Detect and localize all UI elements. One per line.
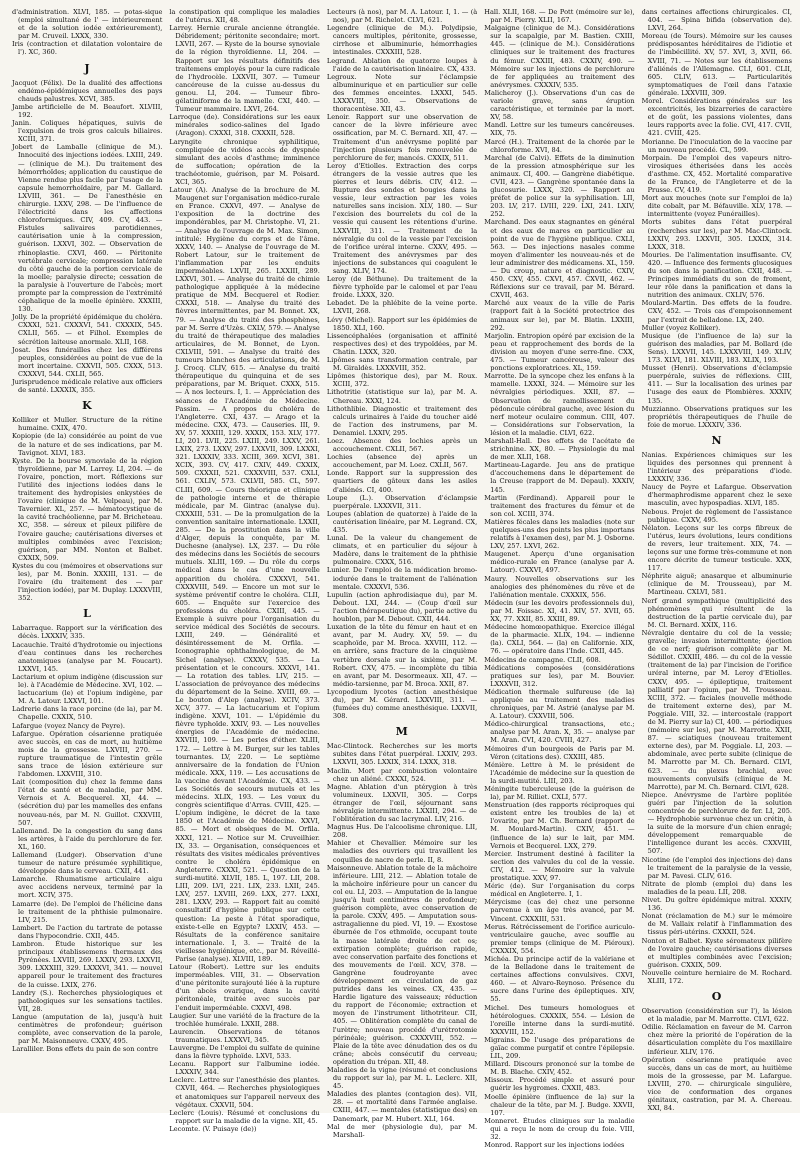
index-entry: Méric (de). Sur l'organisation du corps médical en Angleterre. I, 1. [484,882,635,899]
index-entry: Lactarium et opium indigène (discussion sur le). à l'Académie de Médecine. XVI, 102. — lactucarium (le) et l'opium indigène, par M. A. Latour. LXXVI, 101. [12,672,163,706]
index-entry: Musset (Henri). Observations d'éclampsie puerpérale, suivies de réflexions. CIII, 411. — Sur la localisation des urines par l'usage des eaux de Plombières. XXXIV, 135. [641,364,793,405]
index-entry: Maladies de la vigne (résumé et conclusions du rapport sur la), par M. L. Leclerc. XII, 45. [326,1066,478,1091]
index-entry: Kolliker et Muller. Structure de la rétine humaine. CXIX, 470. [12,416,163,433]
index-entry: Nerf grand sympathique (multiplicité des phénomènes qui résultent de la destruction de la partie cervicale du), par M. Cl. Bernard. XXIX, 116. [641,596,793,629]
index-column-3 [326,8,478,1139]
index-entry: Martineau-Lagarde. Jeu ans de pratique d'accouchemens dans le département de la Creuse (rapport de M. Depaul). XXXIV, 145. [484,461,635,494]
index-entry: Lallemand (Ludger). Observation d'une tumeur de nature présumée syphilitique, développée dans le cerveau. CXII, 441. [12,851,163,876]
index-entry: Mal de mer (physiologie du), par M. Marshall- [326,1122,478,1139]
index-entry: Lecanu. Rapport sur l'albumine iodée. LXXXIV, 344. [169,1060,320,1077]
section-letter: N [711,433,723,447]
index-entry: Michéa. Du principe actif de la valériane et de la Belladone dans le traitement de certaines affections convulsives. CXVI, 460. — et Alvaro-Reynoso. Présence du sucre dans l'urine des épileptiques. XIV, 55. [484,954,635,1004]
index-entry: Nivet. Du goître épidémique mitral. XXXIV, 136. [641,896,793,913]
index-column-5 [641,8,793,1113]
index-entry: Magnus Hus. De l'alcoolisme chronique. LII, 208. [326,823,478,840]
index-entry: Nanias. Expériences chimiques sur les liquides des personnes qui prennent à l'intérieur des préparations d'iode. LXXXIV, 336. [641,450,793,484]
index-entry: Jacquot (Félix). De la dualité des affections endémo-épidémiques annuelles des pays chauds palustres. XCVI, 385. [12,78,163,103]
index-entry: Odilie. Réclamation en faveur de M. Carron chez mère la priorité de l'opération de la désarticulation complète du l'os maxillaire inférieur. XLIV, 176. [641,1023,793,1056]
index-entry: Jurisprudence médicale relative aux officiers de santé. LXXXIX, 355. [12,378,163,395]
index-entry: Mercier. Instrument destiné à faciliter la section des valvules du col de la vessie. CIV, 412. — Mémoire sur la valvule prostatique. XXV, 97. [484,849,635,883]
index-entry: Lipômes (historique des), par M. Roux. XCIII, 372. [326,372,478,389]
index-entry: Lafargue (voyez Nancy de Peyre). [12,721,125,730]
index-entry: Monrod. Rapport sur les injections iodées [484,1141,625,1149]
index-entry: Luxation de la tête du fémur en haut et en avant, par M. Audry. XV, 59. — du scaphoïde, par M. Broca. XXVIII, 112. — en arrière, sans fracture de la cinquième vertèbre dorsale sur la sixième, par M. Robert. CXV, 475. — incomplète du tibia en avant, par M. Desormeaux. XII, 47. — médio-tarsienne, par M. Broca. XXII, 87. [326,623,478,688]
index-entry: Langue (amputation de la), jusqu'à huit centimètres de profondeur; guérison complète, avec conservation de la parole, par M. Maisonneuve. CXXV, 495. [12,1012,163,1046]
index-entry: Loupe (L.). Observation d'éclampsie puerpérale. LXXXVII, 311. [326,493,478,510]
index-entry: Marcé (H.). Traitement de la chorée par le chloroforme. XVI, 84. [484,137,635,154]
index-entry: Maury. Nouvelles observations sur les analogies des phénomènes du rêve et de l'aliénation mentale. CXXXIX, 556. [484,574,635,599]
index-entry: Lait (composition du) chez la femme dans l'état de santé et de maladie, par MM. Vernois et A. Becquerel. XI, 44. — (sécrétion du) par les mamelles des enfans nouveau-nés, par M. N. Guillot. CXXVIII, 507. [12,778,163,827]
index-entry: Mac-Clintock. Recherches sur les morts subites dans l'état puerpéral. LXXIV, 293. LXXVII, 305. LXXIX, 314. LXXX, 318. [326,742,478,767]
index-entry: Opération césarienne pratiquée avec succès, dans un cas de mort, au huitième mois de la grossesse, par M. Lafargue. LXVIII, 270. — chirurgicale singulière, vice de conformation des organes génitaux, castration, par M. A. Chereau. XXI, 84. [641,1055,793,1113]
index-column-2 [169,8,320,1133]
index-entry: Néphrite aiguë; anasarque et albuminurie (clinique de M. Trousseau), par M. Martineau. CXLVI, 581. [641,572,793,597]
index-entry: Laryngite chronique syphilitique, compliquée de vidéos accès de dyspnée simulant des accès d'asthme; imminence de suffocation; opération de la trachéotomie, guérison, par M. Poisard. XCI, 365. [169,137,320,186]
index-column-1 [12,8,162,1104]
index-entry: Mémoires d'un bourgeois de Paris par M. Véron (citations des). CXXIII, 485. [484,744,635,761]
index-entry: Laugier. Sur une variété de la fracture de la trochlée humérale. LXXII, 288. [169,1011,320,1028]
index-entry: Lochies (absence de) après un accouchement, par M. Loez. CXLII, 567. [326,453,478,470]
index-entry: Latour (Robert). Lettre sur les enduits imperméables. VIII, 31. — Observation d'une péritonite surajouté liée à la rupture d'un abcès ovarique, dans la cavité péritonéale, traitée avec succès par l'enduit imperméable. CXXVI, 498. [169,963,320,1012]
index-entry: Lycopodium lycotes (action anesthésique du), par M. Gérard. LXXVIII, 311. — (fumées du) comme anesthésique. LXXVII, 308. [326,687,478,721]
index-entry: Morpain. De l'emploi des vapeurs nitro-virosiques étherisées dans les accès d'asthme. CX, 452. Mortalité comparative de la France, de l'Angleterre et de la Prusse. CV, 419. [641,153,793,195]
index-entry: Lebadet. De la phlébite de la veine porte. LXVII, 268. [326,299,478,316]
section-letter: O [711,990,722,1004]
index-entry: Jolly. De la propriété épidémique du choléra. CXXXI, 521. CXXXVI, 541. CXXXIX, 545. CXLII, 565. — et Filhol. Exemples de sécrétion laiteuse anormale. XLII, 168. [12,313,163,346]
index-entry: Lissencéphalées (organisation et affinité respectives des) et des trypoïdées, par M. Chatin. LXXX, 320. [326,331,478,356]
index-columns [12,8,793,1149]
index-entry: d'administration. XLVI, 185. — potas-sique (emploi simultané de l' — intérieurement et de la solution iodée extérieurement), par M. Cruveil. LXXX, 330. [12,8,163,41]
index-entry: Mahier et Chevallier. Mémoire sur les maladies des ouvriers qui travaillent les coquilles de nacre de perle. II, 8. [326,839,478,864]
index-entry: Médication thermale sulfureuse (de la) appliquée au traitement des maladies chroniques, par M. Astrié (analyse par M. A. Latour). CXXVIII, 506. [484,687,635,721]
index-entry: Hall. XLII, 168. — De Pott (mémoire sur le), par M. Pierry. XLII, 167. [484,8,635,25]
index-entry: Missoux. Procédé simple et assuré pour guérir les hygromes. CXXII, 483. [484,1076,635,1093]
index-entry: Médecine homœopathique. Exercice illégal de la pharmacie. XLIX, 194. — indienne (la). CXLI, 564. — (la) en Californie. XIX, 76. — opératoire dans l'Inde. CXII, 445. [484,623,635,656]
index-entry: Muller (voyez Kolliker). [641,323,721,332]
index-entry: Marjolin. Entropion opéré par excision de la peau et rapprochement des bords de la division au moyen d'une serre-fine. CXX, 475. — Tumeur cancéreuse, valeur des ponctions exploratrices. XL, 159. [484,331,635,373]
index-entry: Martin (Ferdinand). Appareil pour le traitement des fractures du fémur et de son col. XCIII, 374. [484,493,635,518]
index-entry: Marchand. Des eaux stagnantes en général et des eaux de mares en particulier au point de vue de l'hygiène publique. CXLI, 563. — Des injections nasales comme moyen d'alimenter les nouveau-nés et de leur administrer des médicamens. XL, 159. — Du croup, nature et diagnostic. CXIV, 450. CXV, 455. CXVI, 457. CXVII, 462. — Réflexions sur ce travail, par M. Bérard. CXVII, 463. [484,218,635,300]
index-entry: Malgaigne (clinique de M.). Considérations sur la scapalgie, par M. Bastien. CXIII, 445. — (clinique de M.). Considérations cliniques sur le traitement des fractures du fémur. CXXIII, 483. CXXIV, 490. — Mémoire sur les injections de perchlorure de fer appliquées au traitement des anévrysmes. CXXXIV, 535. [484,24,635,89]
index-entry: Magne. Ablation d'un ptérygion à très volumineux. LXXVII, 305. — Corps étranger de l'œil, séjournant sans névralgie intermittente. LXXIII, 294. — de l'oblitération du sac lacrymal. LIV, 216. [326,782,478,824]
index-entry: Leroy (de Béthune). Du traitement de la fièvre typhoïde par le calomel et par l'eau froide. LXXX, 320. [326,275,478,300]
index-entry: Latour (A). Analyse de la brochure de M. Maugenet sur l'organisation médico-rurale en France. CXXVI, 497. — Analyse de l'exposition de la doctrine des impondérables, par M. Christophe. VI, 21. — Analyse de l'ouvrage de M. Max. Simon, intitulé: Hygiène du corps et de l'âme. XXXV, 140. — Analyse de l'ouvrage de M. Robert Latour, sur le traitement de l'inflammation par les enduits imperméables. LXVII, 265. LXXIII, 289. LXXVI, 301. — Analyse du traité de chimie pathologique appliquée à la médecine pratique de MM. Becquerel et Rodier. CXXXI, 518. — Analyse du traité des fièvres intermittentes, par M. Bonnet. XX, 79. — Analyse du traité des phosphènes, par M. Serre d'Uzès. CXLV, 579. — Analyse du traité de thérapeutique des maladies articulaires, de M. Bonnet, de Lyon. CXLVIII, 591. — Analyse du traité des tumeurs blanches des articulations, de M. J. Crocq. CLIV, 615. — Analyse du traité thérapeutique du quinquina et de ses préparations, par M. Briquet. CXXX, 515. — A nos lecteurs. I, 1. — Appréciation des séances de l'Académie de Médecine. Passim. — A propos du choléra de l'Angleterre. CXI, 437. — Arago et la médecine. CXX, 473. — Causeries. III, 9. XV, 57. XXXIII, 129. XXXIX, 153. XLV, 177. LI, 201. LVII, 225. LXIII, 249. LXXV, 261. LXIX, 273. LXXV, 297. LXXVII, 309. LXXXI, 321. LXXXIV, 333. XCIII, 369. XCVI, 381. XCIX, 393. CV, 417. CXIV, 449. CXXIX, 509. CXXXII, 521. CXXXVIII, 537. CXLI, 561. CXLIV, 573. CXLVII, 585. CL, 597. CLIII, 609. — Cours théorique et clinique de pathologie interne et de thérapie médicale, par M. Gintrac (analyse du). CXXXIII, 531. — De la promulgation de la convention sanitaire internationale. LXXII, 285. — De la prostitution dans la ville d'Alger, depuis la conquête, par M. Duchesne (analyse). LX, 237. — Du rôle des médecins dans les Sociétés de secours mutuels. XLIII, 169. — Du rôle du corps médical dans le cas d'une nouvelle apparition du choléra. CXXXVI, 541. CXXXVIII, 549. — Encore un mot sur le système préventif contre le choléra. CLII, 605. — Enquête sur l'exercice des professions du choléra. CXIII, 445. — Exemple à suivre pour l'organisation du service médical des Sociétés de secours. LXIII, 249. — Généralité et désintéressement de M. Orfila. — Iconographie ophthalmologique, de M. Sichel (analyse). CXXXV, 535. — La présentation et le concours. XXXVI, 141. — La rotation des tables. LIV, 215. — L'association de prévoyance des médecins du département de la Seine. XVIII, 69. — Le bouton d'Alep (analyse). XCIV, 373. XCV, 377. — La lactucarium et l'opium indigène. XXVI, 101. — L'épidémie du fièvre typhoïde. XXIV, 93. — Les nouvelles énergies de l'Académie de médecine. XXVIII, 109. — Les perles d'éther. XLIII, 172. — Lettre à M. Burger, sur les tables tournantes. LV, 220. — Le septième anniversaire de la fondation de l'Union médicale. XXX, 119. — Les accusations de la vaccine devant l'Académie. CX, 433. — Les Sociétés de secours mutuels et les médecins. XLIX, 193. — Les vœux du congrès scientifique d'Arras. CVIII, 425. — L'opium indigène, le décret de la taxe 1850 et l'Académie de Médecine. XXVI, 85. — Mort et obsèques de M. Orfila. XXXI, 121. — Notice sur M. Cruveilhier. IX, 33. — Organisation, conséquences et résultats des visites médicales préventives contre le choléra épidémique en Angleterre. CXXXI, 521. — Question de la surdi-mutité. XLVII, 185. L, 197. LII, 208. LIII, 209. LVI, 221. LIX, 233. LXII, 245. LXV, 257. LXVIII, 269. LXX, 277. LXXI, 281. LXXV, 293. — Rapport fait au comité consultatif d'hygiène publique sur cette question: La peste à l'état sporadique, existe-t-elle en Egypte? LXXIV, 453. — Résultats de la conférence sanitaire internationale. I, 3. — Traité de la vieillesse hygiénique, etc., par M. Réveillé-Parise (analyse). XLVIII, 189. [169,186,320,963]
index-entry: Moulard-Martin. Des effets de la foudre. CXV, 452. — Trois cas d'empoisonnement par l'extrait de belladone. LX, 240. [641,299,793,324]
index-entry: Kyste. De la bourse synoviale de la région thyroïdienne, par M. Larrey. LI, 204. — de l'ovaire, ponction, mort. Réflexions sur l'utilité des injections iodées dans le traitement des hydropisies enkystées de l'ovaire (clinique de M. Velpeau), par M. Tavernier. XL, 257. — hématocystique de la cavité trachéolienne, par M. Bricheteau. XC, 358. — séreux et pileux pilifère de l'ovaire gauche; cautérisations diverses et multiples combinées avec l'excision; guérison, par MM. Nonton et Balbet. CXXIX, 509. [12,456,163,562]
index-entry: Lecomte. (V. Puisaye (de)) [169,1124,257,1133]
index-entry: Jambe artificielle de M. Beaufort. XLVIII, 192. [12,102,163,119]
section-letter: L [83,607,92,621]
index-column-4 [484,8,635,1149]
index-entry: Nebous. Projet de règlement de l'assistance publique. CXXV, 495. [641,507,793,524]
index-entry: Lévy (Michel). Rapport sur les épidémies de 1850. XLI, 160. [326,315,478,332]
index-entry: Landry (S.). Recherches physiologiques et pathologiques sur les sensations tactiles. VII, 28. [12,988,163,1013]
index-entry: Lithothlibie. Diagnostic et traitement des calculs urinaires à l'aide du toucher aidé de l'action des instrumens, par M. Denamiel. LXXIV, 295. [326,404,478,437]
index-entry: Josat. Des funérailles chez les différens peuples, considérées au point de vue de la mort incertaine. CXXVII, 505. CXXX, 513. CXXXVI, 544. CXLII, 565. [12,345,163,378]
index-entry: Londe. Rapport sur la suppression des quartiers de gâteux dans les asiles d'aliénés. CI, 400. [326,469,478,494]
index-entry: Morts subites dans l'état puerpéral (recherches sur les), par M. Mac-Clintock. LXXIV, 293. LXXVII, 305. LXXIX, 314. LXXX, 318. [641,218,793,251]
index-entry: Mouries. De l'alimentation insuffisante. CV, 420. — Influence des ferments glucosiques du son dans la panification. CXII, 448. — Principes immédiats du son de froment, leur rôle dans la panification et dans la nutrition des animaux. CXLIV, 576. [641,250,793,300]
index-entry: Médecins de campagne. CLII, 608. [484,655,601,664]
section-letter: M [395,725,409,739]
index-entry: Mort aux mouches (note sur l'emploi de la) dite cobalt, par M. Béfauville. XLV, 178. — intermittente (voyez Funérailles). [641,194,793,219]
index-entry: Janin. Coliques hépatiques, suivis de l'expulsion de trois gros calculs biliaires. XCIII, 371. [12,119,163,144]
index-entry: Nonton et Balbet. Kyste séromateux pilifère de l'ovaire gauche; cautérisations diverses et multiples combinées avec l'excision; guérison. CXXIX, 509. [641,936,793,969]
index-entry: Legroux. Note sur l'éclampsie albuminurique et en particulier sur celle des femmes enceintes. LXXXI, 545. LXXXVIII, 350. — Observations de thoracentèse. XII, 43. [326,72,478,114]
index-entry: Kystes du cou (mémoires et observations sur les), par M. Bonin. XXXIII, 131. — de l'ovaire (du traitement des — par l'injection iodée), par M. Duplay. LXXXVIII, 352. [12,561,163,603]
index-entry: Lithotritie (statistique sur la), par M. A. Chereau. XXXI, 124. [326,388,478,405]
index-entry: Leclerc (Louis). Résumé et conclusions du rapport sur la maladie de la vigne. XII, 45. [169,1108,320,1125]
index-entry: Migrains. De l'usage des préparations de gaïac comme purgatif et contre l'épilepsie. LIL, 209. [484,1035,635,1061]
index-entry: Laurencin. Observations de tétanos traumatiques. LXXXVI, 345. [169,1027,320,1044]
index-entry: Leroy d'Etiolles. Extraction des corps étrangers de la vessie autres que les pierres et leurs débris. CIV, 412. — Rupture des sondes et bougies dans la vessie, leur extraction par les voies naturelles sans incision. XLV, 180. — Sur l'excision des bourrelets du col de la vessie qui causent les rétentions d'urine. LXXVIII, 311. — Traitement de la névralgie du col de la vessie par l'excision de l'orifice uréral interne. CXXV, 495. — Traitement des anévrysmes par des injections de substances qui coagulent le sang. XLIV, 174. [326,161,478,275]
index-entry: Marché aux veaux de la ville de Paris (rapport fait à la Société protectrice des animaux sur le), par M. Blatin. LXXIII, 292. [484,299,635,332]
index-entry: Merus. Rétrécissement de l'orifice auriculo-ventriculaire gauche, avec souffle au premier temps (clinique de M. Piéroux). CXXXIX, 554. [484,922,635,955]
index-entry: Malicheroy (J.). Observations d'un cas de variole grave, sans éruption caractéristique, et terminée par la mort. XV, 58. [484,88,635,122]
index-entry: Musique (de l'influence de la) sur la guérison des maladies, par M. Bollard (de Sens). LXXVII, 145. LXXXVIII, 149. XLIV, 173. XLVI, 181. XLVIII, 183. XLIX, 193. [641,331,793,365]
index-entry: Marchal (de Calvi). Effets de la diminution de la pression atmosphérique sur les animaux. CI, 400. — Gangrène diabétique. CVII, 423. — Gangrène spontanée dans la glucosurie. LXXX, 320. — Rapport au préfet de police sur la syphilisation. LII, 203. LV, 217. LVIII, 229. LXI, 241. LXIV, 252. [484,153,635,219]
index-entry: Observation (considération sur l'), la lésion et la maladie, par M. Marrotte. CLVI, 622. [641,1007,793,1024]
index-entry: Leclerc. Lettre sur l'anesthésie des plantes. CXVII, 464. — Recherches physiologiques et anatomiques sur l'appareil nerveux des végétaux. CXXVII, 504. [169,1076,320,1109]
index-entry: Laralliler. Bons effets du pain de son contre [12,1045,159,1054]
index-entry: Médications composées (considérations pratiques sur les), par M. Bouvier. LXXXVII, 312. [484,663,635,688]
index-entry: Lunal. De la valeur du changement de climats, et en particulier du séjour à Madère, dans le traitement de la phthisie pulmonaire. CXXX, 516. [326,534,478,567]
index-entry: Nouvelle ceinture herniaire de M. Rochard. XLIII, 172. [641,968,793,985]
index-entry: Naucy de Peyre et Lafargue. Observation d'hermaphrodisme apparent chez le sexe masculin, avec hypospadias. XLVI, 185. [641,483,793,508]
index-entry: Labarraque. Rapport sur la vérification des décès. LXXXIV, 335. [12,624,163,641]
index-entry: Mandl. Lettre sur les tumeurs cancéreuses. XIX, 75. [484,121,635,138]
index-entry: Morel. Considérations générales sur les excentricités, les bizarreries de caractère et de goût, les passions violentes, dans leurs rapports avec la folie. CVI, 417. CVII, 421. CVIII, 425. [641,97,793,138]
index-entry: Lafargue. Opération césarienne pratiquée avec succès, en cas de mort, au huitième mois de la grossesse. LXVIII, 270. — rupture traumatique de l'intestin grêle sans trace de lésion extérieure sur l'abdomen. LXXVIII, 310. [12,729,163,779]
index-entry: Marshall-Hall. Des effets de l'acétate de strichnine. XX, 80. — Physiologie du mal de mer. XLII, 168. [484,436,635,462]
index-entry: Larroque (de). Considérations sur les eaux minérales sodico-salines del Igado (Aragon). CXXXI, 318. CXXXII, 528. [169,113,320,138]
index-entry: Nitrate de plomb (emploi du) dans les maladies de la peau. LII, 208. [641,879,793,896]
index-entry: Legrand. Ablation de quatorze loupes à l'aide de la cautérisation linéaire. CX, 433. [326,56,478,73]
index-entry: Moelle épinière (influence de la) sur la chaleur de la tête, par M. J. Budge. XXVII, 107. [484,1092,635,1117]
index-entry: dans certaines affections chirurgicales. CI, 404. — Spina bifida (observation de). LXVI, 264. [641,8,793,33]
index-entry: Nicotine (de l'emploi des injections de) dans le traitement de la paralysie de la vessie, par M. Pavesi. CLIV, 616. [641,855,793,880]
index-entry: Niepce. Anévrysme de l'artère poplitée guéri par l'injection de la solution concentrée de perchlorure de fer. LI, 205. — Hydrophobie survenue chez un crétin, à la suite de la morsure d'un chien enragé; développement remarquable de l'intelligence durant les accès. CXXVIII, 507. [641,790,793,856]
index-entry: Lunier. De l'emploi de la médication bromo-iodurée dans le traitement de l'aliénation mentale. CXXXVI, 536. [326,566,478,591]
index-entry: Iris (contraction et dilatation volontaire de l'). XC, 360. [12,40,163,57]
index-entry: Ladrerie dans la race porcine (de la), par M. Chapelle. CXXIX, 510. [12,705,163,722]
index-entry: Marrotte. De la syncope chez les enfans à la mamelle. LXXXI, 324. — Mémoire sur les névralgies périodiques. XXII, 87. — Observation de ramollissement du pédoncule cérébral gauche, avec lésion du nerf moteur oculaire commun. CIII, 407. — Considérations sur l'observation, la lésion et la maladie. CLVI, 622. [484,372,635,437]
index-entry: Lipômes sans transformation centrale, par M. Giraldès. LXXXVIII, 352. [326,356,478,373]
index-entry: Nélaton. Leçons sur les corps fibreux de l'utérus, leurs évolutions, leurs conditions de revers, leur traitement. XIX, 74. — leçons sur une forme très-commune et non encore décrite de tumeur testicule. XXX, 117. [641,523,793,573]
index-entry: Millard. Discours prononcé sur la tombe de M. B. Blache. CXIV, 452. [484,1060,635,1077]
index-entry: Loupes (ablation de quatorze) à l'aide de la cautérisation linéaire, par M. Legrand. CX, 435. [326,509,478,534]
index-entry: Lambron. Étude historique sur les principaux établissemens thermaux des Pyrénées. LXVIII, 269. LXXIV, 293. LXXVII, 309. LXXXIII, 329. LXXXVI, 341. — nouvel appareil pour le traitement des fractures de la cuisse. LXIX, 276. [12,940,163,989]
index-entry: Lambert. De l'action du tartrate de potasse dans l'hypocondrie. CXII, 445. [12,923,163,940]
index-entry: Maclin. Mort par combustion volontaire chez un aliéné. CXXXI, 524. [326,766,478,783]
index-entry: Maladies des plantes (contagion des). VII, 28. — et mortalité dans l'armée anglaise. CXIII, 447. — mentales (statistique des) en Danemark, par M. Hubert. XLI, 164. [326,1090,478,1123]
index-entry: Matières fécales dans les maladies (note sur quelques-uns des points les plus importans relatifs à l'examen des), par M. J. Osborne. LXV, 257. LXVI, 262. [484,517,635,551]
index-entry: Nonat (réclamation de M.) sur le mémoire de M. Vallaix relatif à l'inflammation des tissus péri-utérins. CXXXII, 524. [641,912,793,937]
index-entry: Kopiopie (de la) considérée au point de vue de la nature et de ses indications, par M. Tavignot. XLVI, 183. [12,432,163,457]
index-entry: Muzzianno. Observations pratiques sur les propriétés thérapeutiques de l'huile de foie de morue. LXXXIV, 336. [641,404,793,429]
index-entry: Morianne. De l'inoculation de la vaccine par un nouveau procédé. CL, 599. [641,137,793,154]
index-entry: Médico-chirurgical transactions, etc.; analyse par M. Aran. X, 35. — analyse par M. Aran. CVI, 420. CVIII, 427. [484,720,635,745]
index-entry: Lauvergne. De l'emploi du sulfate de quinine dans la fièvre typhoïde. LXVI, 533. [169,1044,320,1061]
index-entry: Méningite tuberculeuse (de la guérison de la), par M. Rilliet. CXLI, 577. [484,785,635,802]
index-entry: Menstruation (des rapports réciproques qui existent entre les troubles de la) et l'ovarite, par M. Ch. Bernard (rapport de M. Moulard-Martin). CXIV, 451. — (influence de la) sur le lait, par MM. Vernois et Becquerel. LXX, 279. [484,801,635,850]
index-entry: Jobert de Lamballe (clinique de M.). Innocuité des injections iodées. LXIII, 249. — (clinique de M.). Du traitement des hémorrhoïdes; application du caustique de Vienne rendue plus facile par l'usage de la capsule hemorrhoïdaire, par M. Gallard. LXVIII, 361. — De l'anesthésie en chirurgie. LXXV, 298. — De l'influence de l'électricité dans les affections chloroformiques. CIV, 409. CV, 443. — Fistules salivaires parotidiennes, cautérisation unie à la compression, guérison. LXXVI, 302. — Observation de rhinoplastie. CXVI, 460. — Péritonite vertébrale cervicale; compression latérale du côté gauche de la portion cervicale de la moelle; paralysie directe; cessation de la paralysie à l'ouverture de l'abcès; mort prompte par la compression de l'extrémité céphalique de la moelle épinière. XXXIII, 130. [12,143,163,314]
index-entry: Médecin (sur les devoirs professionnels du), par M. Foissac. XI, 41. XIV, 57. XVII, 65. XX, 77. XXII, 85. XXIII, 89. [484,598,635,624]
section-letter: K [82,399,93,413]
index-entry: Lacauchie. Traité d'hydrotomie ou injections d'eau continues dans les recherches anatomiques (analyse par M. Foucart). LXXVI, 145. [12,640,163,673]
index-entry: Maisonneuve. Ablation totale de la mâchoire inférieure. LIII, 212. — Ablation totale de la mâchoire inférieure pour un cancer du col eu. LI, 203. — Amputation de la langue jusqu'à huit centimètres de profondeur; guérison complète, avec conservation de la parole. CXXV, 495. — Amputation sous-astragalienne du pied. VI, 19. — Exostose éburnée de l'os ethmoïde, occupant toute la masse latérale droite de cet os; extirpation complète; guérison rapide, avec conservation parfaite des fonctions et des mouvements de l'œil. XCV, 378. — Gangrène foudroyante avec développement en circulation de gaz putrides dans les veines. CX, 435. — Hardie ligature des vaisseaux; réduction du rapport de l'économie; extraction et moyen de l'instrument lithotriteur. CII, 405. — Oblitération complète du canal de l'urètre; nouveau procédé d'urétrotomie périnéale; guérison. CXXXVIII, 552. — Plaie de la tête avec dénudation des os du crâne; abcès consécutif du cerveau; opération du trépan. XII, 48. [326,863,478,1066]
index-entry: Michel. Des tumeurs homologues et hétérologues. CXXXIX, 554. — Lésion de l'oreille interne dans la surdi-mutité. XXXVIII, 152. [484,1003,635,1036]
index-entry: Lamarche. Rhumatisme articulaire aigu avec accidens nerveux, terminé par la mort. XCIV, 375. [12,875,163,900]
index-entry: Ménière. Lettre à M. le président de l'Académie de médecine sur la question de la surdi-mutité. LIII, 203. [484,760,635,785]
index-entry: Lamarre (de). De l'emploi de l'hélicine dans le traitement de la phthisie pulmonaire. LIV, 215. [12,899,163,924]
index-entry: Mérycisme (cas de) chez une personne parvenue à un âge très avancé, par M. Vincent. CXXXIII, 531. [484,898,635,923]
index-entry: Larrey. Hernie crurale ancienne étranglée. Débridement; péritonite secondaire; mort. LXVII, 267. — Kyste de la bourse synoviale de la région thyroïdienne. LI, 204. — Rapport sur les résultats définitifs des traitemens employés pour la cure radicale de l'hydrocèle. LXXVII, 307. — Tumeur cancéreuse de la cuisse au-dessus du genou. LI, 204. — Tumeur fibro-gélatiniforme de la mamelle. CXI, 440. — Tumeur mammaire. LXVI, 264. [169,24,320,114]
index-entry: Lallemand. De la congestion du sang dans les artères, à l'aide du perchlorure de fer. XL, 160. [12,826,163,851]
index-entry: Monneret. Études cliniques sur la maladie qui a reçu le nom de croup du foie. VIII, 32. [484,1116,635,1142]
index-entry: Legendre (clinique de M.). Polydipsie, cancers multiples, péritonite, grossesse, cirrhose et albuminurie, hémorrhagies intestinales. CXXXIII, 528. [326,24,478,57]
index-entry: la constipation qui complique les maladies de l'utérus. XII, 48. [169,8,320,25]
index-entry: Maugenet. Aperçu d'une organisation médico-rurale en France (analyse par A. Latour). CXXVI, 497. [484,550,635,575]
index-entry: Lecteurs (à nos), par M. A. Latour. I, 1. — (à nos), par M. Richelot. CLVI, 621. [326,8,478,25]
index-entry: Loez. Absence des lochies après un accouchement. CXLII, 567. [326,436,478,454]
index-entry: Lenoir. Rapport sur une observation de cancer de la lèvre inférieure avec ossification, par M. C. Bernard. XII, 47. — Traitement d'un anévrysme poplité par l'injection plusieurs fois renouvelée de perchlorure de fer, mancés. CXXIX, 511. [326,113,478,162]
index-entry: Moreau (de Tours). Mémoire sur les causes prédisposantes héréditaires de l'idiotie et de l'imbécillité. XV, 57. XVI, 3, XVII, 66. XVIII, 71. — Notes sur les établissemens d'aliénés de l'Allemagne. CLI, 601. CLII, 605. CLIV, 613. — Particularités symptomatiques de l'œil dans l'ataxie générale. LXXVIII, 309. [641,32,793,97]
section-letter: J [84,61,91,75]
index-entry: Lupulin (action aphrodisiaque du), par M. Debout. LXI, 244. — (Coup d'œil sur l'action thérapeutique du), partie active du houblon, par M. Debout. CXII, 444. [326,590,478,624]
index-entry: Névralgie dentaire du col de la vessie; gravelle; invasion intermittente; éjection de ce nerf; guérison complète par M. Sédillot. CXXIII, 486. — du col de la vessie (traitement de la) par l'incision de l'orifice uréral interne, par M. Leroy d'Etiolles. CXXV, 495. — épileptique, traitement palliatif par l'opium, par M. Trousseau. XCIII, 372. — faciales (nouvelle méthode de traitement externe des), par M. Poggiale. VIII, 32. — intercostale (rapport de M. Pierry sur la) CI, 400. — périodiques (mémoire sur les), par M. Marrotte. XXII, 87. — sciatiques (nouveau traitement externe des), par M. Poggiale. LI, 203. — abdominale, avec perte subite (clinique de M. Marrotte par M. Ch. Bernard. CLVI, 623. — du plexus brachial, avec mouvements convulsifs (clinique de M. Marrotte), par M. Ch. Bernard. CLVI, 628. [641,628,793,791]
